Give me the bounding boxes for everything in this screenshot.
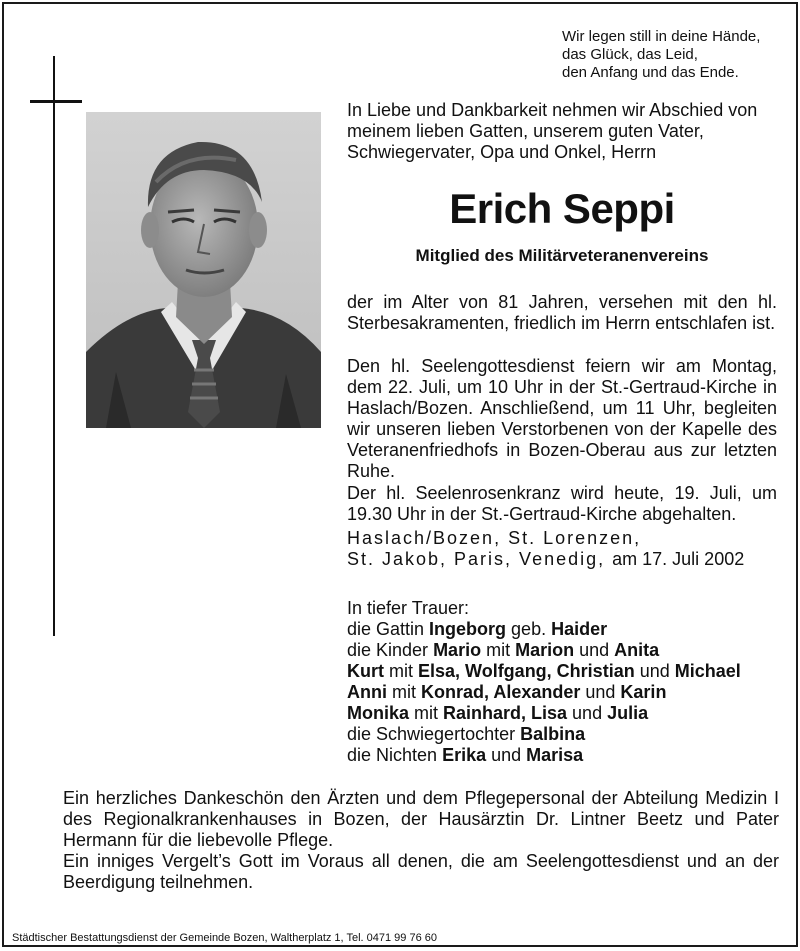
mourner-relation: mit: [387, 682, 421, 702]
mourner-relation: und: [574, 640, 615, 660]
thanks-paragraph: Ein herzliches Dankeschön den Ärzten und dem Pflegepersonal der Abteilung Medizin I des Regionalkrankenhauses in Bozen, der Hausärztin Dr. Lintner Beetz und Pater Hermann für die liebevolle Pflege.: [63, 788, 779, 850]
mourner-name: Erika: [442, 745, 487, 765]
place-line: Haslach/Bozen, St. Lorenzen,: [347, 528, 642, 548]
place-and-date: [347, 528, 777, 570]
mourner-name: Julia: [607, 703, 649, 723]
mourner-relation: die Kinder: [347, 640, 434, 660]
mourner-relation: und: [634, 661, 675, 681]
mourner-relation: geb.: [506, 619, 552, 639]
mourner-name: Anita: [614, 640, 660, 660]
mourner-relation: die Gattin: [347, 619, 430, 639]
motto-verse: [562, 28, 760, 82]
portrait-photo: [86, 112, 321, 428]
mourner-name: Rainhard, Lisa: [443, 703, 568, 723]
mourner-relation: mit: [481, 640, 516, 660]
membership-line: Mitglied des Militärveteranenvereins: [415, 246, 709, 265]
mourner-relation: und: [486, 745, 527, 765]
mourner-line: [347, 724, 797, 745]
mourner-relation: mit: [409, 703, 444, 723]
mourner-line: [347, 661, 797, 682]
mourner-name: Konrad, Alexander: [421, 682, 581, 702]
mourner-relation: und: [567, 703, 608, 723]
mourner-name: Marion: [515, 640, 575, 660]
mourner-line: [347, 745, 797, 766]
place-names: St. Jakob, Paris, Venedig,: [347, 549, 606, 569]
mourner-name: Anni: [347, 682, 387, 702]
motto-line: den Anfang und das Ende.: [562, 64, 739, 81]
portrait-image: [86, 112, 321, 428]
motto-line: das Glück, das Leid,: [562, 46, 698, 63]
mourner-name: Balbina: [520, 724, 586, 744]
gratitude-paragraph: Ein inniges Vergelt’s Gott im Voraus all denen, die am Seelengottesdienst und an der Beerdigung teilnehmen.: [63, 851, 779, 892]
mourner-line: [347, 619, 797, 640]
mourner-relation: die Schwiegertochter: [347, 724, 521, 744]
cross-icon-vertical: [53, 56, 55, 636]
rosary-paragraph: Der hl. Seelenrosenkranz wird heute, 19. Juli, um 19.30 Uhr in der St.-Gertraud-Kirche abgehalten.: [347, 483, 777, 524]
mourner-line: [347, 682, 797, 703]
mourner-name: Haider: [551, 619, 608, 639]
cross-icon-horizontal: [30, 100, 82, 103]
mourner-name: Monika: [347, 703, 410, 723]
mourner-name: Ingeborg: [429, 619, 507, 639]
mourner-line: [347, 703, 797, 724]
funeral-mass-paragraph: Den hl. Seelengottesdienst feiern wir am Montag, dem 22. Juli, um 10 Uhr in der St.-Gertraud-Kirche in Haslach/Bozen. Anschließend, um 11 Uhr, begleiten wir unseren lieben Verstorbenen von der Kapelle des Veteranenfriedhofs in Bozen-Oberau aus zur letzten Ruhe.: [347, 356, 777, 481]
mourner-relation: und: [580, 682, 621, 702]
mourner-name: Michael: [674, 661, 741, 681]
place-line: [347, 549, 777, 570]
age-paragraph: der im Alter von 81 Jahren, versehen mit den hl. Sterbesakramenten, friedlich im Herrn entschlafen ist.: [347, 292, 777, 333]
mourner-name: Marisa: [526, 745, 584, 765]
mourner-name: Karin: [620, 682, 667, 702]
mourners-heading: In tiefer Trauer:: [347, 598, 470, 618]
mourners-list: [347, 619, 797, 766]
funeral-service-footer: Städtischer Bestattungsdienst der Gemeinde Bozen, Waltherplatz 1, Tel. 0471 99 76 60: [12, 932, 437, 944]
mourner-relation: die Nichten: [347, 745, 443, 765]
motto-line: Wir legen still in deine Hände,: [562, 28, 761, 45]
mourner-name: Mario: [433, 640, 482, 660]
mourner-line: [347, 640, 797, 661]
mourners-block: [347, 598, 797, 766]
mourner-name: Elsa, Wolfgang, Christian: [418, 661, 635, 681]
intro-text: In Liebe und Dankbarkeit nehmen wir Abschied von meinem lieben Gatten, unserem guten Vater, Schwiegervater, Opa und Onkel, Herrn: [347, 100, 758, 162]
notice-date: am 17. Juli 2002: [612, 549, 745, 569]
mourner-name: Kurt: [347, 661, 384, 681]
deceased-name: Erich Seppi: [449, 185, 675, 232]
mourner-relation: mit: [384, 661, 418, 681]
obituary-notice: [2, 2, 798, 947]
